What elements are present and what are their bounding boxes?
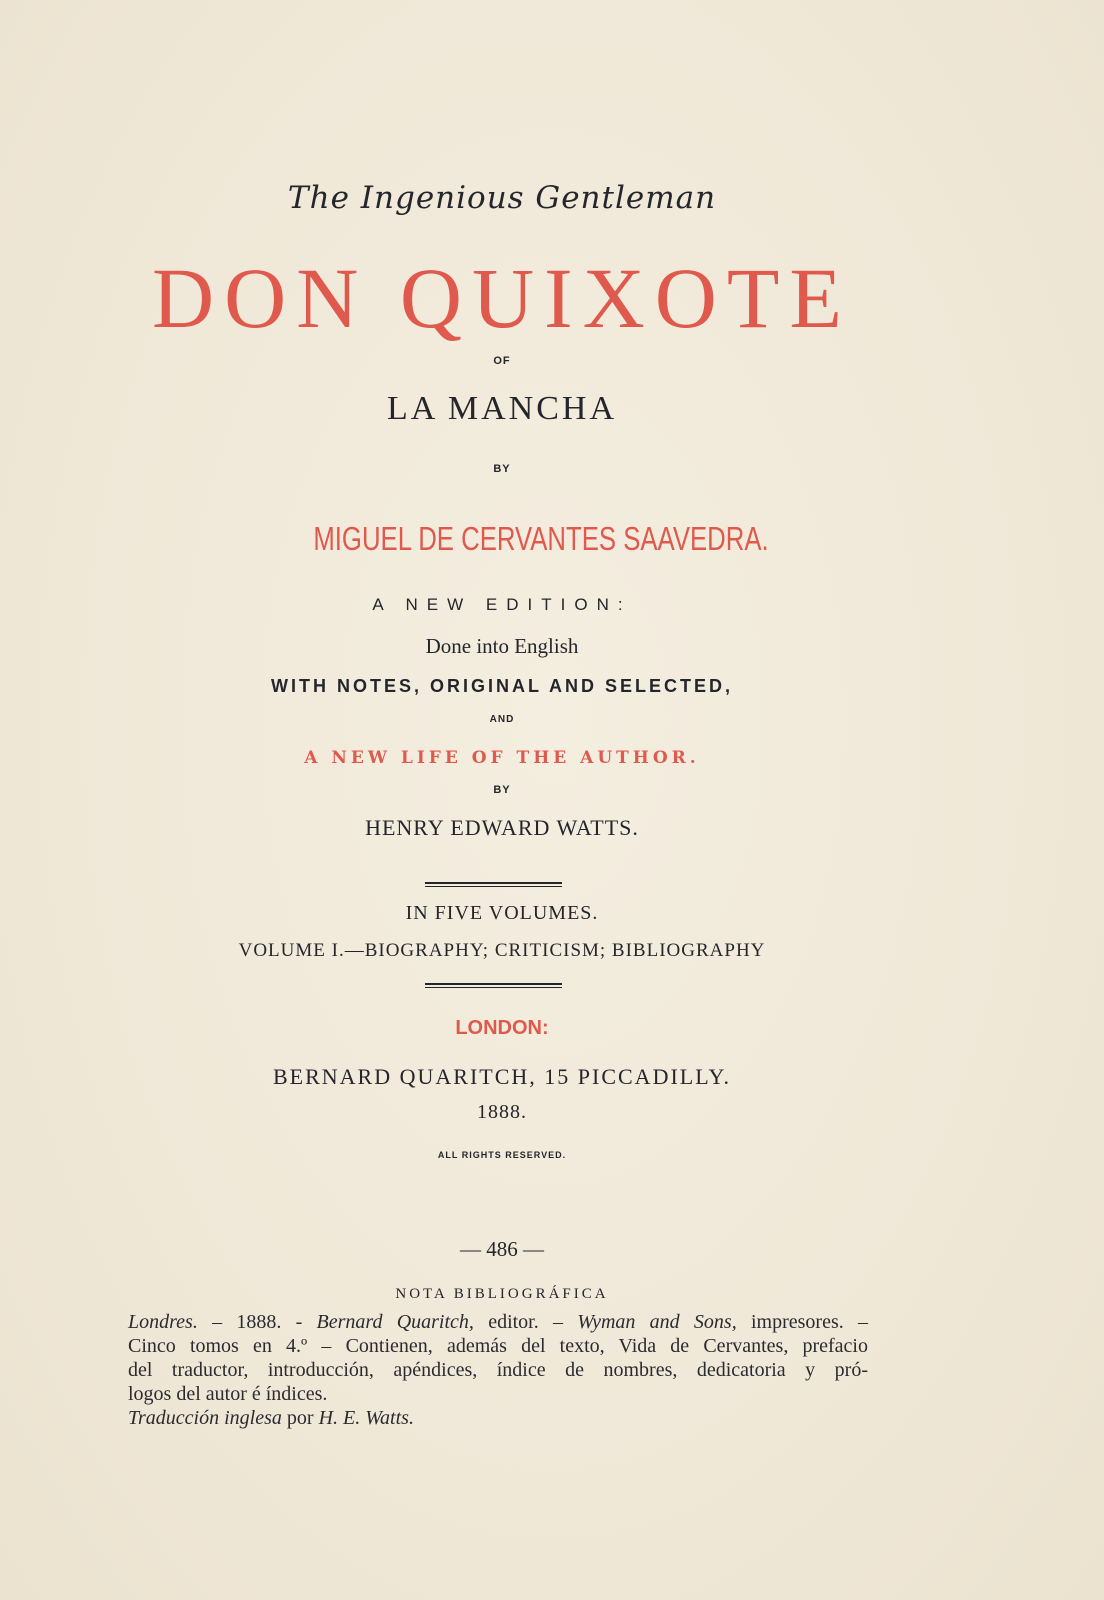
new-edition-label: A NEW EDITION: — [372, 595, 632, 614]
by-label-author: BY — [493, 463, 511, 475]
bibliography-line-3: del traductor, introducción, apéndices, índice de nombres, dedicatoria y pró- — [128, 1359, 868, 1381]
bibliography-line-5 — [128, 1406, 868, 1430]
double-rule-bottom — [425, 983, 562, 985]
bibliography-line-4: logos del autor é índices. — [128, 1383, 328, 1405]
volume-one-contents: VOLUME I.—BIOGRAPHY; CRITICISM; BIBLIOGRAPHY — [238, 940, 766, 961]
and-label: AND — [489, 714, 515, 725]
bib-editor-label: editor. – — [473, 1311, 578, 1333]
new-life-label: A NEW LIFE OF THE AUTHOR. — [304, 748, 700, 768]
italic-title: The Ingenious Gentleman — [287, 180, 717, 216]
bib-translation: Traducción inglesa — [128, 1407, 282, 1429]
bibliography-note — [128, 1310, 868, 1430]
with-notes-label: WITH NOTES, ORIGINAL AND SELECTED, — [270, 676, 733, 696]
double-rule-top — [425, 882, 562, 884]
of-label: OF — [493, 355, 511, 367]
main-title: DON QUIXOTE — [152, 250, 852, 346]
bibliography-heading: NOTA BIBLIOGRÁFICA — [395, 1286, 609, 1302]
bib-printer: Wyman and Sons, — [577, 1311, 737, 1333]
bibliography-line-1 — [128, 1310, 868, 1334]
place-title: LA MANCHA — [386, 390, 618, 427]
by-label-translator: BY — [493, 784, 511, 796]
bib-by: por — [281, 1407, 319, 1429]
volumes-label: IN FIVE VOLUMES. — [405, 902, 599, 924]
translator-name: HENRY EDWARD WATTS. — [365, 815, 639, 840]
bib-publisher: Bernard Quaritch, — [316, 1311, 474, 1333]
bibliography-line-2: Cinco tomos en 4.º – Contienen, además del texto, Vida de Cervantes, prefacio — [128, 1335, 868, 1357]
author-name: MIGUEL DE CERVANTES SAAVEDRA. — [313, 520, 769, 557]
done-into-english: Done into English — [425, 634, 579, 658]
bib-place: Londres. — [128, 1311, 198, 1333]
rights-notice: ALL RIGHTS RESERVED. — [437, 1150, 567, 1160]
bib-printer-label: impresores. – — [736, 1311, 868, 1333]
bib-year: – 1888. - — [197, 1311, 317, 1333]
publisher-imprint: BERNARD QUARITCH, 15 PICCADILLY. — [272, 1064, 732, 1089]
bib-translator: H. E. Watts. — [318, 1407, 414, 1429]
page-number: — 486 — — [460, 1237, 544, 1261]
city-label: LONDON: — [455, 1017, 549, 1039]
publication-year: 1888. — [477, 1101, 527, 1123]
